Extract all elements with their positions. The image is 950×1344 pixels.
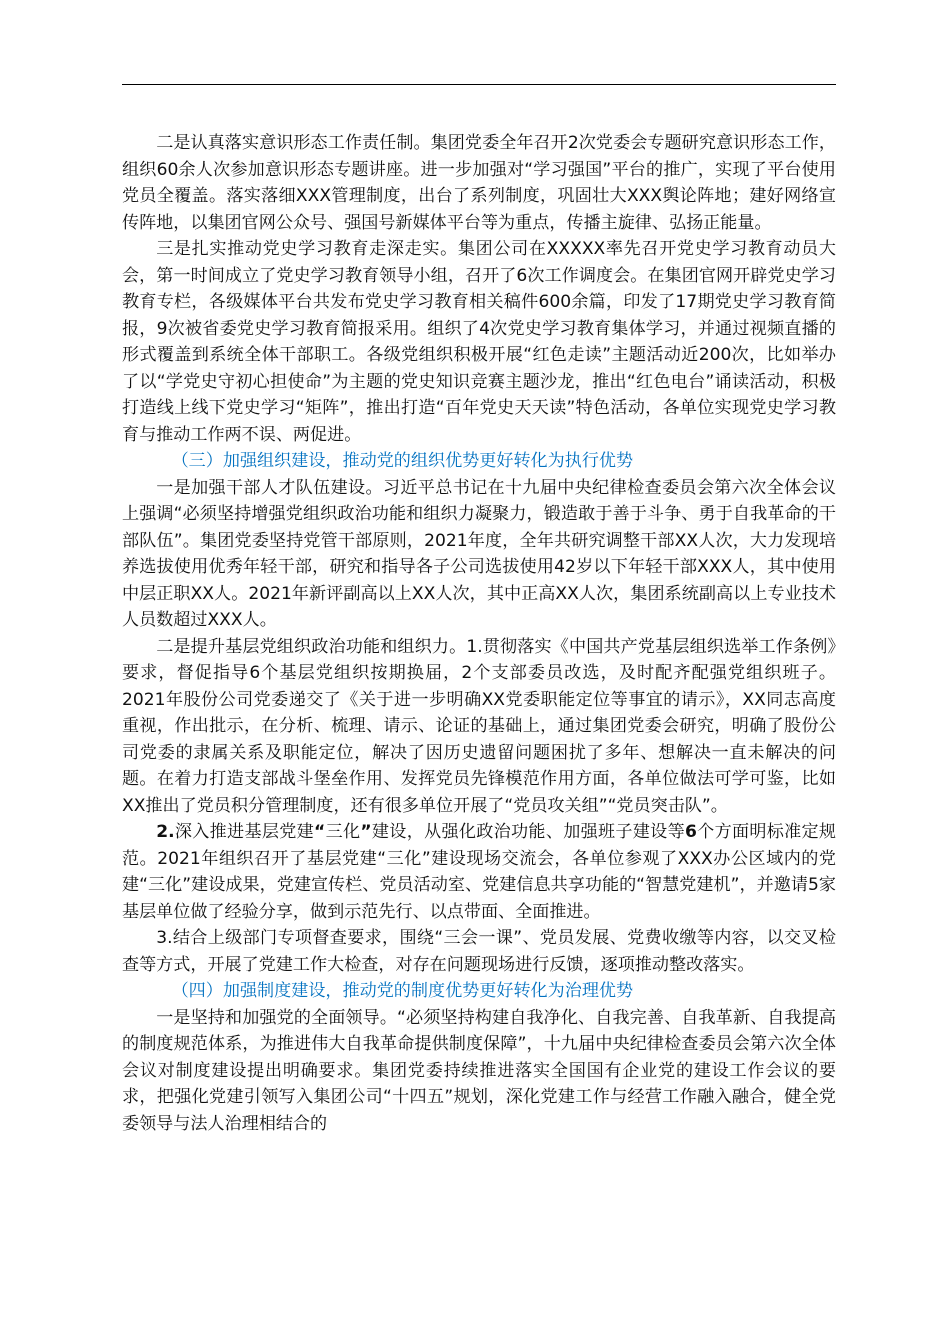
bold-run: 2. xyxy=(156,822,175,842)
text-run: 三化 xyxy=(325,822,361,842)
bold-run: “ xyxy=(314,822,326,842)
paragraph-inspection: 3.结合上级部门专项督查要求，围绕“三会一课”、党员发展、党费收缴等内容，以交叉检查等方式，开展了党建工作大检查，对存在问题现场进行反馈，逐项推动整改落实。 xyxy=(122,928,836,975)
text-run: 深入推进基层党建 xyxy=(174,822,315,842)
section-heading-organization: （三）加强组织建设，推动党的组织优势更好转化为执行优势 xyxy=(171,451,634,471)
paragraph-grassroots: 二是提升基层党组织政治功能和组织力。1.贯彻落实《中国共产党基层组织选举工作条例》要求，督促指导6个基层党组织按期换届，2个支部委员改选，及时配齐配强党组织班子。2021年股份公司党委递交了《关于进一步明确XX党委职能定位等事宜的请示》，XX同志高度重视，作出批示，在分析、梳理、请示、论证的基础上，通过集团党委会研究，明确了股份公司党委的隶属关系及职能定位，解决了因历史遗留问题困扰了多年、想解决一直未解决的问题。在着力打造支部战斗堡垒作用、发挥党员先锋模范作用方面，各单位做法可学可鉴，比如XX推出了党员积分管理制度，还有很多单位开展了“党员攻关组”“党员突击队”。 xyxy=(122,636,836,816)
section-heading-institution: （四）加强制度建设，推动党的制度优势更好转化为治理优势 xyxy=(171,981,634,1001)
bold-run: 6 xyxy=(684,822,697,842)
paragraph-leadership: 一是坚持和加强党的全面领导。“必须坚持构建自我净化、自我完善、自我革新、自我提高的制度规范体系，为推进伟大自我革命提供制度保障”，十九届中央纪律检查委员会第六次全体会议对制度建设提出明确要求。集团党委持续推进落实全国国有企业党的建设工作会议的要求，把强化党建引领写入集团公司“十四五”规划，深化党建工作与经营工作融入融合，健全党委领导与法人治理相结合的 xyxy=(122,1007,836,1134)
paragraph-party-history: 三是扎实推动党史学习教育走深走实。集团公司在XXXXX率先召开党史学习教育动员大会，第一时间成立了党史学习教育领导小组，召开了6次工作调度会。在集团官网开辟党史学习教育专栏，各级媒体平台共发布党史学习教育相关稿件600余篇，印发了17期党史学习教育简报，9次被省委党史学习教育简报采用。组织了4次党史学习教育集体学习，并通过视频直播的形式覆盖到系统全体干部职工。各级党组织积极开展“红色走读”主题活动近200次，比如举办了以“学党史守初心担使命”为主题的党史知识竞赛主题沙龙，推出“红色电台”诵读活动，积极打造线上线下党史学习“矩阵”，推出打造“百年党史天天读”特色活动，各单位实现党史学习教育与推动工作两不误、两促进。 xyxy=(122,239,836,445)
text-run: 个方面明标准定规范。2021年组织召开了基层党建“三化”建设现场交流会，各单位参观了XXX办公区域内的党建“三化”建设成果，党建宣传栏、党员活动室、党建信息共享功能的“智慧党建机”，并邀请5家基层单位做了经验分享，做到示范先行、以点带面、全面推进。 xyxy=(122,822,837,922)
paragraph-ideology: 二是认真落实意识形态工作责任制。集团党委全年召开2次党委会专题研究意识形态工作，组织60余人次参加意识形态专题讲座。进一步加强对“学习强国”平台的推广，实现了平台使用党员全覆盖。落实落细XXX管理制度，出台了系列制度，巩固壮大XXX舆论阵地；建好网络宣传阵地，以集团官网公众号、强国号新媒体平台等为重点，传播主旋律、弘扬正能量。 xyxy=(122,133,836,233)
document-body xyxy=(122,130,836,1137)
paragraph-three-modernizations xyxy=(122,819,836,925)
header-rule xyxy=(122,84,836,85)
bold-run: ” xyxy=(360,822,372,842)
paragraph-cadre-team: 一是加强干部人才队伍建设。习近平总书记在十九届中央纪律检查委员会第六次全体会议上强调“必须坚持增强党组织政治功能和组织力凝聚力，锻造敢于善于斗争、勇于自我革命的干部队伍”。集团党委坚持党管干部原则，2021年度，全年共研究调整干部XX人次，大力发现培养选拔使用优秀年轻干部，研究和指导各子公司选拔使用42岁以下年轻干部XXX人，其中使用中层正职XX人。2021年新评副高以上XX人次，其中正高XX人次，集团系统副高以上专业技术人员数超过XXX人。 xyxy=(122,477,836,630)
text-run: 建设，从强化政治功能、加强班子建设等 xyxy=(371,822,685,842)
